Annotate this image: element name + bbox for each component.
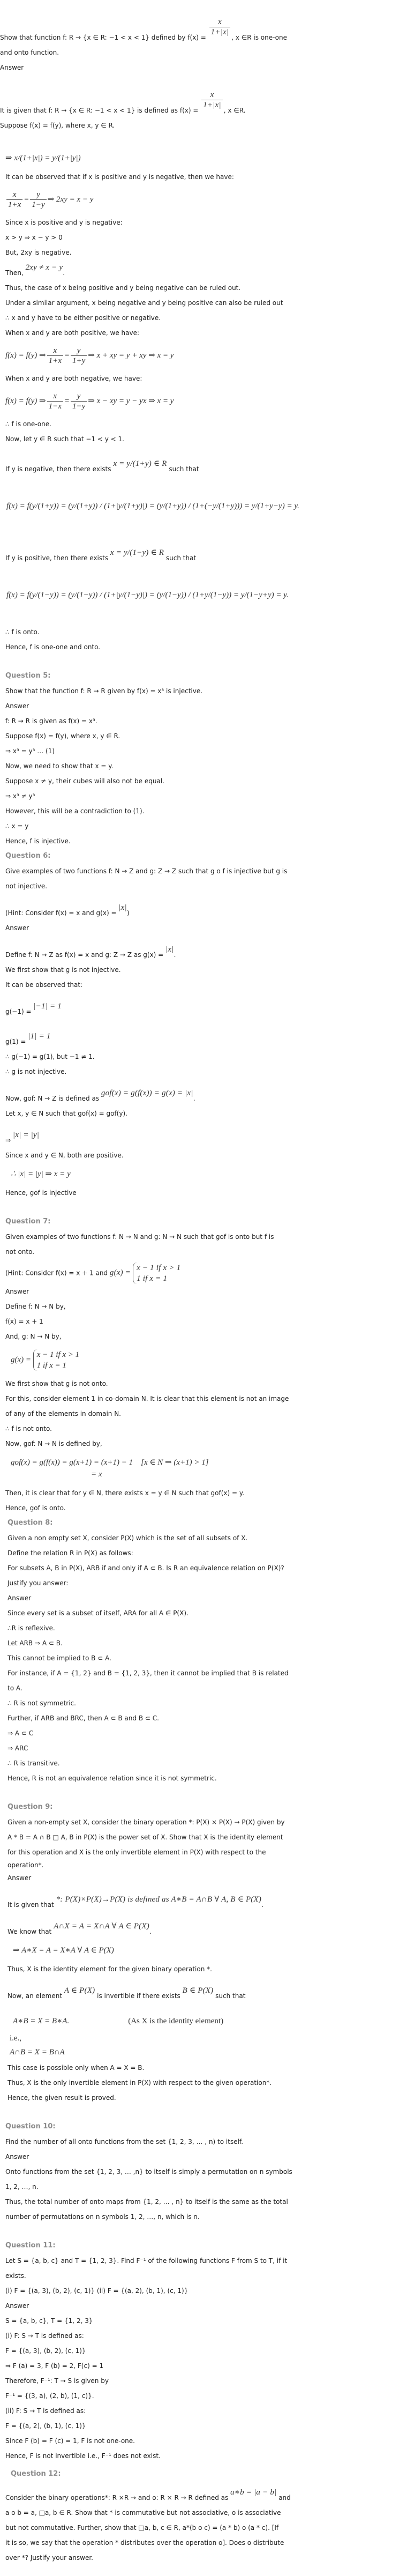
text-line: Hence, gof is onto.: [5, 1504, 66, 1512]
text-line: g(−1) = |−1| = 1: [5, 1002, 62, 1015]
question-prompt-cont: not injective.: [5, 882, 48, 890]
text-line: ∴ f is one-one.: [5, 420, 51, 428]
equation: $\frac{x}{1+x}$ = $\frac{y}{1-y}$ ⇒ 2xy = x − y: [0, 184, 407, 215]
question-6: [0, 849, 407, 1200]
question-heading: Question 8:: [7, 1519, 53, 1527]
text-line: However, this will be a contradiction to (1).: [5, 807, 145, 815]
text-line: Given a non empty set X, consider P(X) which is the set of all subsets of X.: [7, 1534, 248, 1542]
equation: A∩B = X = B∩A: [10, 2048, 65, 2057]
text-line: ⇒ x³ ≠ y³: [5, 792, 35, 800]
text-line: We first show that g is not injective.: [5, 966, 121, 974]
text-line: It can be observed that:: [5, 981, 83, 989]
text-line: When x and y are both positive, we have:: [5, 329, 139, 337]
q4-prompt: Show that function f: R → {x ∈ R: −1 < x < 1} defined by f(x) = $\frac{x}{1+|x|}$ , x ∈R is one-one: [0, 18, 287, 41]
text-line: Thus, X is the identity element for the given binary operation *.: [7, 1965, 212, 1973]
text-line: This cannot be implied to B ⊂ A.: [7, 1654, 111, 1662]
equation: A∗B = X = B∗A. (As X is the identity element): [13, 2017, 224, 2025]
text-line: Define f: N → Z as f(x) = x and g: Z → Z as g(x) = |x|.: [5, 945, 176, 959]
question-prompt: Let S = {a, b, c} and T = {1, 2, 3}. Find F⁻¹ of the following functions F from S to T, if it: [5, 2257, 288, 2265]
text-line: ∴ R is not symmetric.: [7, 1699, 76, 1707]
hint: (Hint: Consider f(x) = x + 1 and g(x) = x − 1 if x > 1 1 if x = 1: [5, 1264, 181, 1283]
text-line: Define f: N → N by,: [5, 1303, 66, 1310]
text-line: And, g: N → N by,: [5, 1333, 62, 1340]
text-line: S = {a, b, c}, T = {1, 2, 3}: [5, 2317, 93, 2325]
text-line: Further, if ARB and BRC, then A ⊂ B and B ⊂ C.: [7, 1714, 159, 1722]
text-line: number of permutations on n symbols 1, 2, …, n, which is n.: [5, 2213, 200, 2221]
question-prompt: Show that the function f: R → R given by f(x) = x³ is injective.: [5, 687, 203, 695]
text-line: (i) F: S → T is defined as:: [5, 2332, 84, 2340]
equation: ⇒ x/(1+|x|) = y/(1+|y|): [5, 154, 81, 162]
text-line: But, 2xy is negative.: [5, 249, 72, 256]
question-heading: Question 11:: [5, 2241, 56, 2250]
text-line: Thus, X is the only invertible element in P(X) with respect to the given operation*.: [7, 2079, 272, 2087]
text-line: For instance, if A = {1, 2} and B = {1, 2, 3}, then it cannot be implied that B is related: [7, 1669, 289, 1677]
text-line: of any of the elements in domain N.: [5, 1410, 121, 1417]
question-prompt: Consider the binary operations*: R ×R → and o: R × R → R defined as a∗b = |a − b| and: [5, 2488, 291, 2501]
answer-label: Answer: [5, 1288, 29, 1295]
equation: f(x) = f(y) ⇒ $\frac{x}{1-x}$ = $\frac{y}{1-y}$ ⇒ x − xy = y − yx ⇒ x = y: [5, 392, 174, 411]
text-line: F⁻¹ = {(3, a), (2, b), (1, c)}.: [5, 2392, 94, 2400]
text-line: If y is negative, then there exists x = y/(1+y) ∈ R such that: [5, 459, 199, 473]
text-line: Let ARB ⇒ A ⊂ B.: [7, 1639, 63, 1647]
text-line: ∴ x = y: [5, 822, 29, 830]
answer-label: Answer: [5, 2153, 29, 2161]
text-line: f: R → R is given as f(x) = x³.: [5, 717, 97, 725]
text-line: If y is positive, then there exists x = y/(1−y) ∈ R such that: [5, 548, 197, 562]
equation: ⇒ A∗X = A = X∗A ∀ A ∈ P(X): [13, 1946, 114, 1955]
text-line: ⇒ ARC: [7, 1744, 28, 1752]
text-line: F = {(a, 3), (b, 2), (c, 1)}: [5, 2347, 86, 2355]
text-line: ∴ g is not injective.: [5, 1068, 67, 1075]
piecewise-g: g(x) = x − 1 if x > 1 1 if x = 1: [109, 1264, 181, 1283]
equation: ∴ |x| = |y| ⇒ x = y: [11, 1170, 71, 1178]
equation: f(x) = f(y/(1+y)) = (y/(1+y)) / (1+|y/(1+y)|) = (y/(1+y)) / (1+(−y/(1+y))) = y/(1+y−y) = y.: [6, 502, 299, 510]
question-heading: Question 10:: [5, 2122, 56, 2130]
equation: gof(x) = g(f(x)) = g(x+1) = (x+1) − 1 [x ∈ N ⇒ (x+1) > 1] = x: [11, 1458, 209, 1479]
text-line: i.e.,: [10, 2034, 22, 2043]
answer-label: Answer: [0, 64, 24, 71]
text-line: ∴ R is transitive.: [7, 1760, 60, 1767]
question-prompt: operation*.: [7, 1861, 44, 1869]
text-line: ⇒ F (a) = 3, F (b) = 2, F(c) = 1: [5, 2362, 104, 2370]
text-line: ⇒ |x| = |y|: [5, 1131, 40, 1144]
text-line: Justify you answer:: [7, 1579, 69, 1587]
fraction: $\frac{x}{1+|x|}$: [209, 17, 231, 37]
question-prompt: A * B = A ∩ B □ A, B in P(X) is the power set of X. Show that X is the identity element: [7, 1833, 283, 1841]
question-heading: Question 5:: [5, 672, 51, 680]
text-line: (ii) F: S → T is defined as:: [5, 2407, 86, 2415]
answer-label: Answer: [7, 1594, 32, 1602]
text-line: Then, 2xy ≠ x − y.: [5, 263, 65, 277]
text-line: Onto functions from the set {1, 2, 3, … ,n} to itself is simply a permutation on n symbols: [5, 2168, 292, 2176]
text-line: ⇒ A ⊂ C: [7, 1729, 34, 1737]
question-12: [0, 2467, 407, 2565]
question-prompt: over *? Justify your answer.: [5, 2554, 93, 2562]
text-line: When x and y are both negative, we have:: [5, 375, 142, 382]
text-line: ∴ f is onto.: [5, 628, 40, 636]
text-line: Hence, gof is injective: [5, 1189, 77, 1197]
question-11: [0, 2238, 407, 2463]
equation: f(x) = f(y/(1−y)) = (y/(1−y)) / (1+|y/(1−y)|) = (y/(1−y)) / (1+y/(1−y)) = y/(1−y+y) = y.: [6, 591, 289, 599]
q4-given: It is given that f: R → {x ∈ R: −1 < x < 1} is defined as f(x) = $\frac{x}{1+|x|}$ , x ∈R.: [0, 91, 246, 114]
text-line: Suppose x ≠ y, their cubes will also not be equal.: [5, 777, 164, 785]
question-heading: Question 6:: [5, 852, 51, 860]
text-line: Since x and y ∈ N, both are positive.: [5, 1152, 124, 1159]
text-line: Now, gof: N → Z is defined as gof(x) = g(f(x)) = g(x) = |x|.: [5, 1089, 195, 1102]
answer-label: Answer: [5, 702, 29, 710]
question-7: [0, 1214, 407, 1516]
question-prompt: Find the number of all onto functions from the set {1, 2, 3, … , n) to itself.: [5, 2138, 244, 2146]
text-line: f(x) = x + 1: [5, 1318, 43, 1325]
question-prompt-cont: exists.: [5, 2272, 26, 2280]
answer-label: Answer: [7, 1874, 32, 1882]
text-line: Since every set is a subset of itself, ARA for all A ∈ P(X).: [7, 1609, 189, 1617]
hint: (Hint: Consider f(x) = x and g(x) = |x|): [5, 903, 130, 917]
text-line: Suppose f(x) = f(y), where x, y ∈ R.: [5, 732, 120, 740]
question-8: [0, 1516, 407, 1786]
text-line: ⇒ x³ = y³ … (1): [5, 747, 55, 755]
text-line: Now, an element A ∈ P(X) is invertible if there exists B ∈ P(X) such that: [7, 1986, 246, 2000]
question-prompt: Given a non-empty set X, consider the binary operation *: P(X) × P(X) → P(X) given by: [7, 1818, 285, 1826]
question-prompt: Give examples of two functions f: N → Z and g: Z → Z such that g o f is injective but g is: [5, 867, 288, 875]
text-line: g(1) = |1| = 1: [5, 1032, 51, 1045]
q4-observation: It can be observed that if x is positive and y is negative, then we have:: [5, 173, 234, 181]
text-line: We first show that g is not onto.: [5, 1380, 108, 1387]
text-line: ∴ f is not onto.: [5, 1425, 52, 1432]
question-heading: Question 7:: [5, 1218, 51, 1226]
question-10: [0, 2119, 407, 2224]
text-line: Hence, F is not invertible i.e., F⁻¹ does not exist.: [5, 2452, 161, 2460]
q4-prompt-cont: and onto function.: [0, 49, 59, 56]
text-line: F = {(a, 2), (b, 1), (c, 1)}: [5, 2422, 86, 2430]
question-prompt: Given examples of two functions f: N → N and g: N → N such that gof is onto but f is: [5, 1233, 274, 1241]
question-prompt: it is so, we say that the operation * distributes over the operation o]. Does o distribute: [5, 2539, 284, 2547]
text-line: Now, gof: N → N is defined by,: [5, 1440, 102, 1447]
question-heading: Question 12:: [11, 2470, 61, 2478]
text-line: Thus, the total number of onto maps from {1, 2, … , n} to itself is the same as the total: [5, 2198, 288, 2206]
text-line: Therefore, F⁻¹: T → S is given by: [5, 2377, 109, 2385]
text-line: Under a similar argument, x being negative and y being positive can also be ruled out: [5, 299, 283, 307]
text-line: Hence, f is injective.: [5, 837, 71, 845]
text-line: Thus, the case of x being positive and y being negative can be ruled out.: [5, 284, 241, 292]
text-line: Since x is positive and y is negative:: [5, 219, 123, 226]
text-line: Define the relation R in P(X) as follows:: [7, 1549, 133, 1557]
text-line: Now, we need to show that x = y.: [5, 762, 114, 770]
piecewise-g: g(x) = x − 1 if x > 1 1 if x = 1: [11, 1350, 80, 1370]
equation: f(x) = f(y) ⇒ $\frac{x}{1+x}$ = $\frac{y}{1+y}$ ⇒ x + xy = y + xy ⇒ x = y: [5, 346, 174, 365]
text-line: Hence, R is not an equivalence relation since it is not symmetric.: [7, 1775, 217, 1782]
text-line: ∴ g(−1) = g(1), but −1 ≠ 1.: [5, 1053, 95, 1060]
text-line: We know that A∩X = A = X∩A ∀ A ∈ P(X).: [7, 1922, 152, 1935]
q4-suppose: Suppose f(x) = f(y), where x, y ∈ R.: [0, 122, 115, 129]
question-5: [0, 669, 407, 849]
text-line: to A.: [7, 1684, 22, 1692]
text-line: ∴R is reflexive.: [7, 1624, 55, 1632]
text-line: x > y ⇒ x − y > 0: [5, 234, 63, 241]
text-line: 1, 2, …, n.: [5, 2183, 39, 2191]
text-line: Hence, the given result is proved.: [7, 2094, 116, 2102]
text-line: This case is possible only when A = X = B.: [7, 2064, 145, 2072]
text-line: Then, it is clear that for y ∈ N, there exists x = y ∈ N such that gof(x) = y.: [5, 1489, 245, 1497]
question-9: [0, 1800, 407, 2105]
fraction: $\frac{x}{1+|x|}$: [201, 90, 223, 110]
text-line: Hence, f is one-one and onto.: [5, 643, 101, 651]
answer-label: Answer: [5, 924, 29, 932]
question-prompt: for this operation and X is the only invertible element in P(X) with respect to the: [7, 1849, 266, 1856]
answer-label: Answer: [5, 2302, 29, 2310]
question-prompt: a o b = a, □a, b ∈ R. Show that * is commutative but not associative, o is associative: [5, 2509, 281, 2516]
text-line: Let x, y ∈ N such that gof(x) = gof(y).: [5, 1110, 127, 1117]
text-line: It is given that *: P(X)×P(X)→P(X) is defined as A∗B = A∩B ∀ A, B ∈ P(X).: [7, 1895, 263, 1909]
text-line: Since F (b) = F (c) = 1, F is not one-one.: [5, 2437, 135, 2445]
text-line: For this, consider element 1 in co-domain N. It is clear that this element is not an image: [5, 1395, 289, 1402]
text-line: For subsets A, B in P(X), ARB if and only if A ⊂ B. Is R an equivalence relation on P(X)?: [7, 1564, 284, 1572]
text-line: ∴ x and y have to be either positive or negative.: [5, 314, 161, 322]
question-parts: (i) F = {(a, 3), (b, 2), (c, 1)} (ii) F = {(a, 2), (b, 1), (c, 1)}: [5, 2287, 189, 2295]
text-line: Now, let y ∈ R such that −1 < y < 1.: [5, 435, 124, 443]
question-prompt-cont: not onto.: [5, 1248, 35, 1256]
question-heading: Question 9:: [7, 1803, 53, 1811]
question-4: [0, 2, 407, 655]
question-prompt: but not commutative. Further, show that □a, b, c ∈ R, a*(b o c) = (a * b) o (a * c). [If: [5, 2524, 279, 2532]
